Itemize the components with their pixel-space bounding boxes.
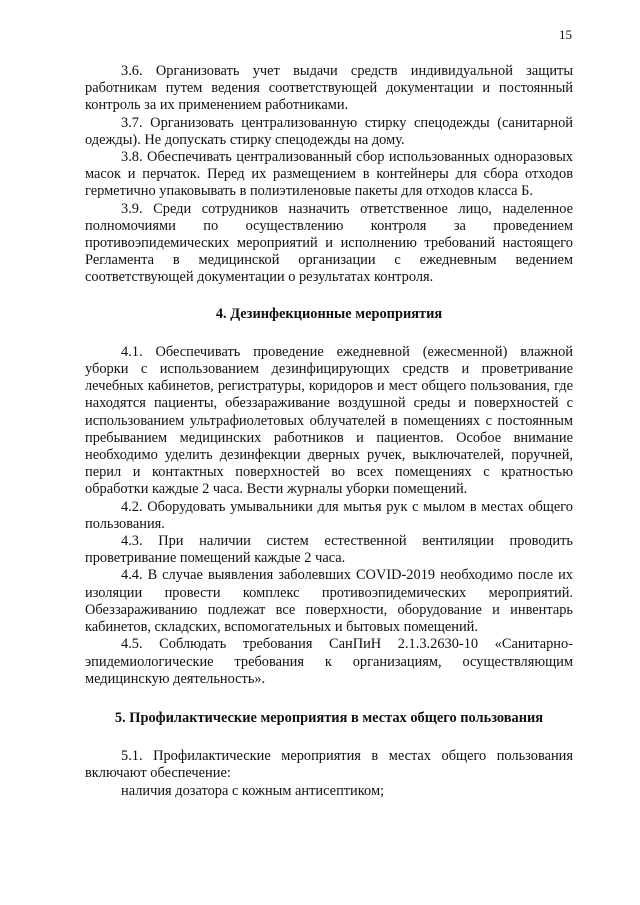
paragraph-3-6: 3.6. Организовать учет выдачи средств индивидуальной защиты работникам путем ведения соответствующей документации и постоянный контроль за их применением работниками. <box>85 63 573 114</box>
paragraph-4-3: 4.3. При наличии систем естественной вентиляции проводить проветривание помещений каждые 2 часа. <box>85 533 573 567</box>
section-4-heading: 4. Дезинфекционные мероприятия <box>215 305 443 322</box>
page-number: 15 <box>559 27 572 42</box>
paragraph-3-7: 3.7. Организовать централизованную стирку спецодежды (санитарной одежды). Не допускать стирку спецодежды на дому. <box>85 114 573 148</box>
paragraph-5-1: 5.1. Профилактические мероприятия в местах общего пользования включают обеспечение: <box>85 748 573 782</box>
paragraph-3-9: 3.9. Среди сотрудников назначить ответственное лицо, наделенное полномочиями по осуществлению контроля за проведением противоэпидемических мероприятий и исполнению требований настоящего Регламента в медицинской организации с ежедневным ведением соответствующей документации о результатах контроля. <box>85 200 573 286</box>
list-item-antiseptic: наличия дозатора с кожным антисептиком; <box>121 782 385 799</box>
paragraph-4-4: 4.4. В случае выявления заболевших COVID-2019 необходимо после их изоляции провести комплекс противоэпидемических мероприятий. Обеззараживанию подлежат все поверхности, оборудование и инвентарь кабинетов, складских, вспомогательных и бытовых помещений. <box>85 567 573 636</box>
paragraph-3-8: 3.8. Обеспечивать централизованный сбор использованных одноразовых масок и перчаток. Перед их размещением в контейнеры для сбора отходов герметично упаковывать в полиэтиленовые пакеты для отходов класса Б. <box>85 149 573 200</box>
paragraph-4-1: 4.1. Обеспечивать проведение ежедневной (ежесменной) влажной уборки с использованием дезинфицирующих средств и проветривание лечебных кабинетов, регистратуры, коридоров и мест общего пользования, где находятся пациенты, обеззараживание воздушной среды и поверхностей с использованием ультрафиолетовых облучателей в помещениях с постоянным пребыванием медицинских работников и пациентов. Особое внимание необходимо уделить дезинфекции дверных ручек, выключателей, поручней, перил и контактных поверхностей во всех помещениях с кратностью обработки каждые 2 часа. Вести журналы уборки помещений. <box>85 343 573 498</box>
paragraph-4-2: 4.2. Оборудовать умывальники для мытья рук с мылом в местах общего пользования. <box>85 498 573 532</box>
document-body <box>85 63 573 800</box>
paragraph-4-5: 4.5. Соблюдать требования СанПиН 2.1.3.2630-10 «Санитарно-эпидемиологические требования к организациям, осуществляющим медицинскую деятельность». <box>85 636 573 687</box>
section-5-heading: 5. Профилактические мероприятия в местах общего пользования <box>114 709 544 726</box>
